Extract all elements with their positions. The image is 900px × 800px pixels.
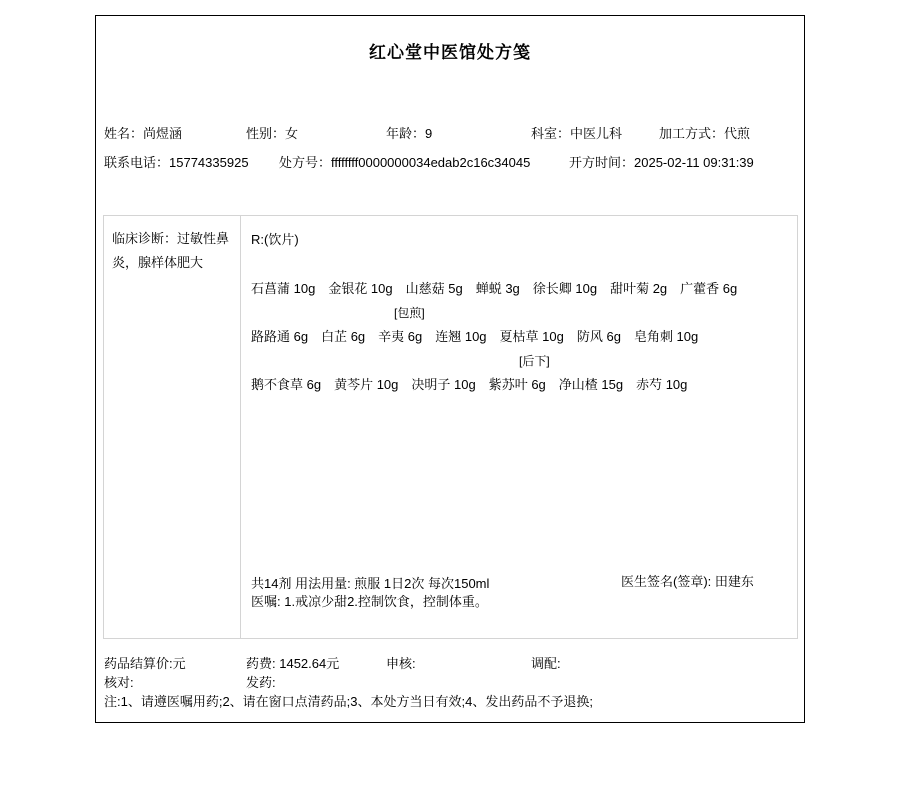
phone-value: 15774335925 — [169, 155, 249, 170]
patient-gender-label: 性别： — [246, 126, 286, 141]
patient-name-field — [104, 123, 182, 142]
prescribe-time-field — [569, 152, 754, 171]
check-label: 核对: — [104, 675, 134, 690]
review-label: 申核: — [386, 656, 416, 671]
patient-name-label: 姓名： — [104, 126, 144, 141]
herb-item: 赤芍 10g — [636, 377, 688, 392]
prescription-sheet — [95, 15, 805, 723]
herb-row — [251, 326, 698, 345]
usage-line: 共14剂 用法用量: 煎服 1日2次 每次150ml — [251, 576, 490, 591]
herb-item: 金银花 10g — [328, 281, 393, 296]
herb-item: 紫苏叶 6g — [488, 377, 546, 392]
prescription-content — [241, 216, 797, 638]
processing-method-field — [659, 123, 750, 142]
doctor-advice: 医嘱: 1.戒凉少甜2.控制饮食，控制体重。 — [251, 594, 488, 609]
herb-row — [251, 278, 737, 297]
herb-row — [251, 374, 687, 393]
annotation-houxia: [后下] — [519, 354, 550, 368]
rx-header: R:(饮片) — [251, 232, 299, 247]
page-title: 红心堂中医馆处方笺 — [369, 43, 531, 62]
department-value: 中医儿科 — [570, 126, 623, 141]
prescribe-time-label: 开方时间： — [569, 155, 635, 170]
herb-item: 鹅不食草 6g — [251, 377, 322, 392]
herb-item: 决明子 10g — [411, 377, 476, 392]
fee-value: 1452.64元 — [279, 656, 340, 671]
herb-item: 蝉蜕 3g — [475, 281, 520, 296]
herb-item: 甜叶菊 2g — [610, 281, 668, 296]
herb-item: 黄芩片 10g — [334, 377, 399, 392]
clinical-diagnosis: 临床诊断：过敏性鼻炎，腺样体肥大 — [104, 216, 241, 638]
patient-age-value: 9 — [425, 126, 433, 141]
dispense-label: 发药: — [246, 675, 276, 690]
patient-age-label: 年龄： — [386, 126, 426, 141]
herb-item: 石菖蒲 10g — [251, 281, 316, 296]
prescription-no-value: ffffffff0000000034edab2c16c34045 — [331, 155, 531, 170]
patient-name-value: 尚煜涵 — [143, 126, 183, 141]
herb-item: 皂角刺 10g — [633, 329, 699, 344]
annotation-baojian: [包煎] — [394, 306, 425, 320]
herb-item: 白芷 6g — [321, 329, 366, 344]
prescription-no-label: 处方号： — [279, 155, 332, 170]
processing-method-value: 代煎 — [724, 126, 751, 141]
prescribe-time-value: 2025-02-11 09:31:39 — [634, 155, 754, 170]
herb-item: 徐长卿 10g — [532, 281, 598, 296]
herb-item: 夏枯草 10g — [499, 329, 564, 344]
doctor-signature: 医生签名(签章): 田建东 — [621, 574, 754, 589]
herb-item: 连翘 10g — [435, 329, 487, 344]
herb-item: 广藿香 6g — [680, 281, 738, 296]
phone-field — [104, 152, 249, 171]
herb-item: 防风 6g — [576, 329, 621, 344]
herb-item: 净山楂 15g — [558, 377, 624, 392]
patient-gender-value: 女 — [285, 126, 299, 141]
prepare-label: 调配: — [531, 656, 561, 671]
fee-field — [246, 653, 339, 672]
patient-gender-field — [246, 123, 298, 142]
settle-price-label: 药品结算价:元 — [104, 656, 186, 671]
department-label: 科室： — [531, 126, 571, 141]
note-line: 注:1、请遵医嘱用药;2、请在窗口点清药品;3、本处方当日有效;4、发出药品不予退换; — [104, 694, 593, 709]
herb-item: 山慈菇 5g — [405, 281, 463, 296]
processing-method-label: 加工方式： — [659, 126, 725, 141]
prescription-box — [103, 215, 798, 639]
department-field — [531, 123, 622, 142]
herb-item: 路路通 6g — [251, 329, 309, 344]
prescription-no-field — [279, 152, 530, 171]
phone-label: 联系电话： — [104, 155, 170, 170]
fee-label: 药费: — [246, 656, 280, 671]
patient-age-field — [386, 123, 432, 142]
herb-item: 辛夷 6g — [378, 329, 423, 344]
